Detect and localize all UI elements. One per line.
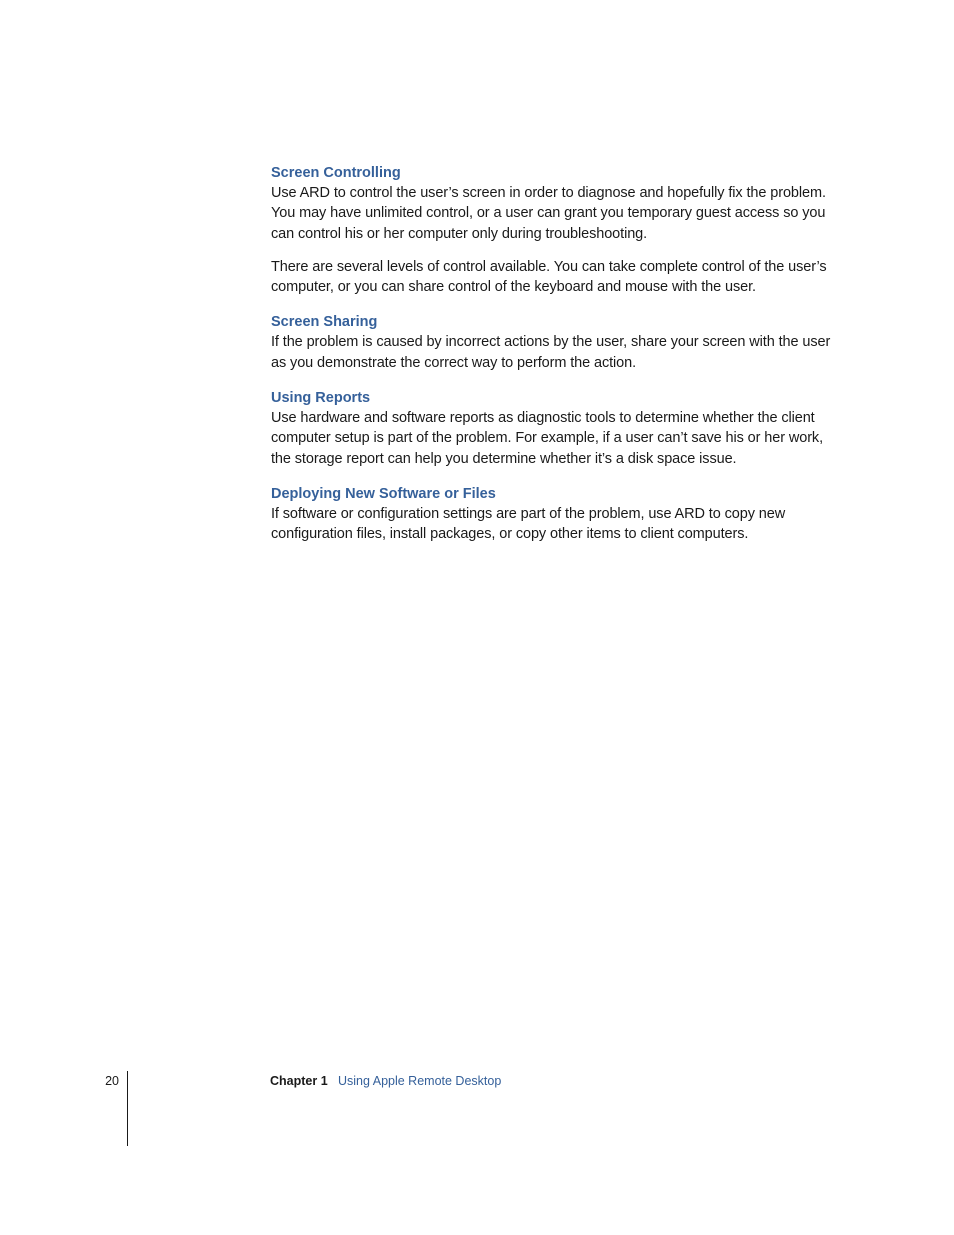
page-number: 20 — [105, 1074, 119, 1088]
chapter-title: Using Apple Remote Desktop — [338, 1074, 502, 1088]
section-heading: Screen Controlling — [271, 165, 401, 181]
section-paragraph: Use hardware and software reports as diagnostic tools to determine whether the client computer setup is part of the problem. For example, if a user can’t save his or her work, the storage report can help you determine whether it’s a disk space issue. — [271, 410, 824, 467]
page-footer — [0, 1071, 954, 1091]
section-heading: Deploying New Software or Files — [271, 485, 496, 502]
section-heading: Using Reports — [271, 390, 371, 407]
section-paragraph: Use ARD to control the user’s screen in order to diagnose and hopefully fix the problem. You may have unlimited control, or a user can grant you temporary guest access so you can control his or her computer only during troubleshooting. — [271, 185, 826, 242]
section-using-reports — [271, 388, 831, 469]
section-paragraph: If the problem is caused by incorrect actions by the user, share your screen with the user as you demonstrate the correct way to perform the action. — [271, 334, 831, 371]
section-heading: Screen Sharing — [271, 314, 378, 331]
section-paragraph: There are several levels of control available. You can take complete control of the user’s computer, or you can share control of the keyboard and mouse with the user. — [271, 258, 827, 296]
section-deploying-software — [271, 484, 831, 545]
chapter-label: Chapter 1 — [270, 1074, 328, 1088]
section-paragraph: If software or configuration settings are part of the problem, use ARD to copy new configuration files, install packages, or copy other items to client computers. — [271, 505, 786, 543]
document-body — [271, 163, 831, 560]
section-screen-sharing — [271, 312, 831, 373]
section-screen-controlling — [271, 163, 831, 297]
